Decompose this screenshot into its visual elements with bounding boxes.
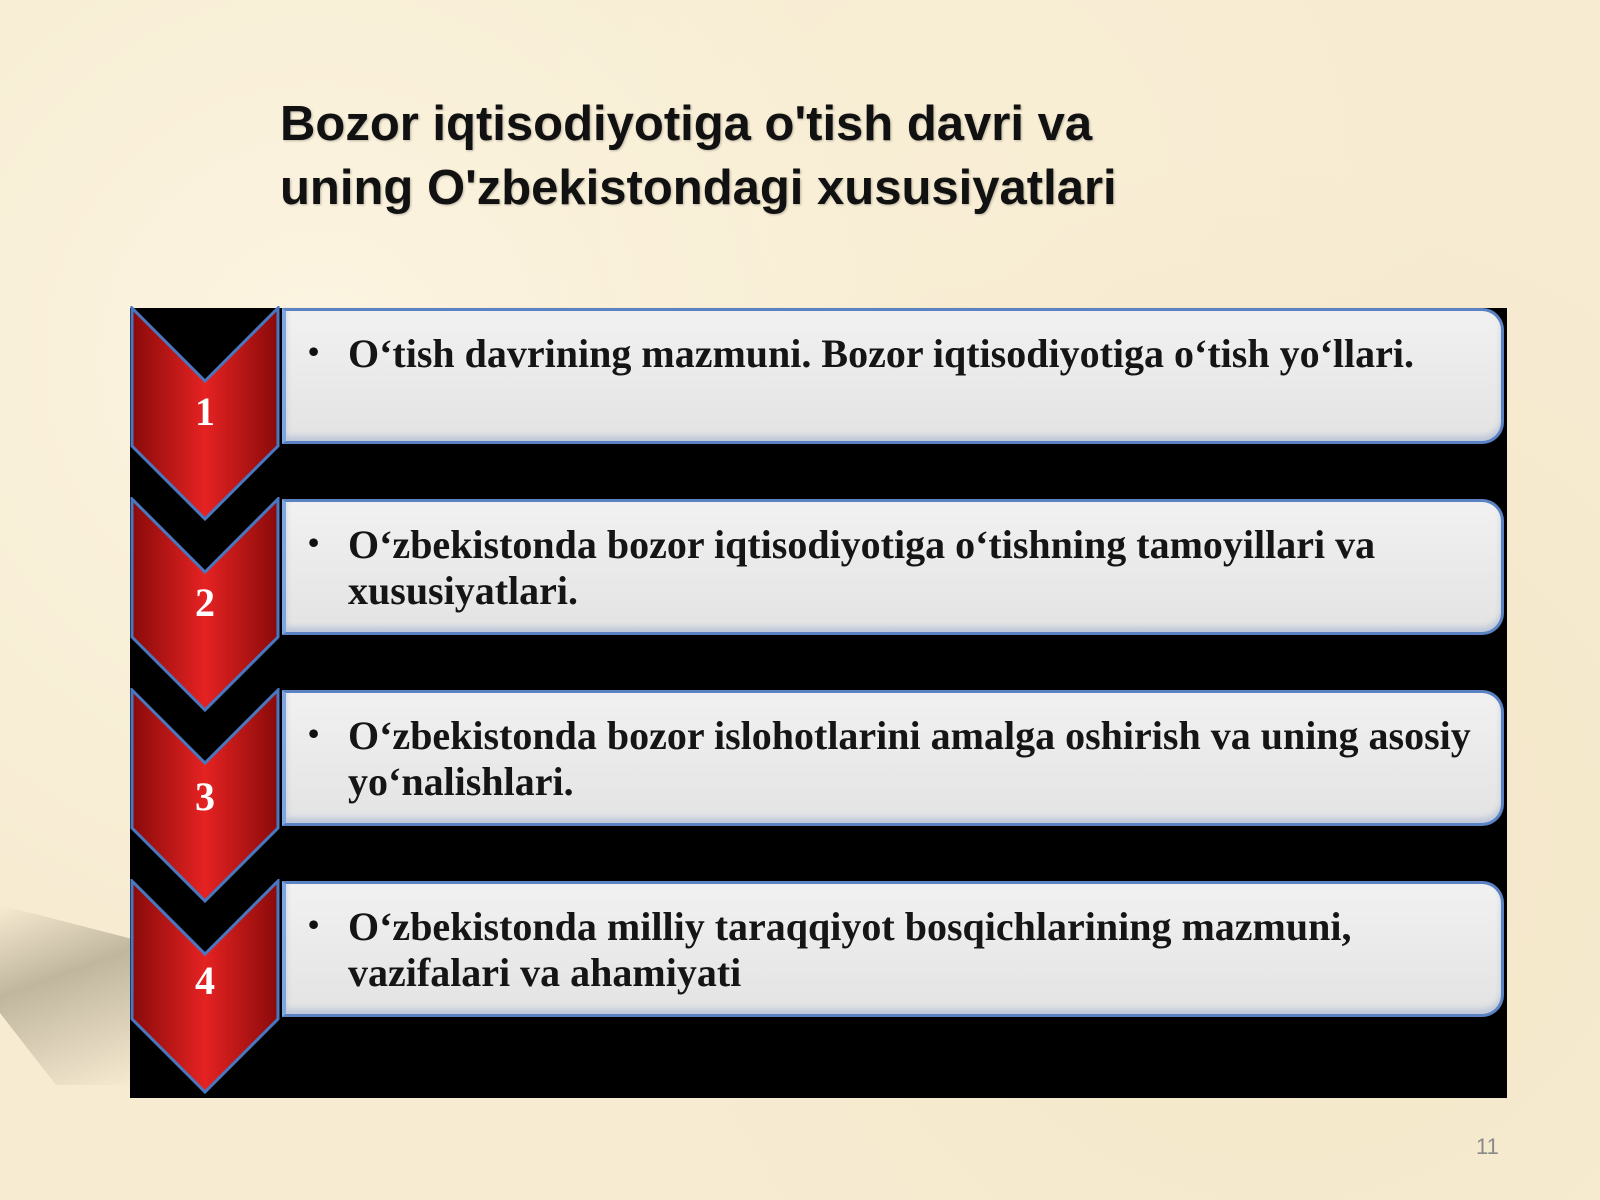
list-item bbox=[130, 497, 1510, 712]
item-text: O‘zbekistonda bozor islohotlarini amalga oshirish va uning asosiy yo‘nalishlari. bbox=[348, 713, 1471, 804]
item-number: 4 bbox=[195, 958, 215, 1003]
title-line-1: Bozor iqtisodiyotiga o'tish davri va bbox=[280, 97, 1093, 151]
slide-shadow bbox=[0, 905, 140, 1085]
item-box bbox=[282, 881, 1504, 1017]
list-item bbox=[130, 306, 1510, 521]
item-number: 3 bbox=[195, 774, 215, 819]
item-number: 2 bbox=[195, 580, 215, 625]
item-text: O‘zbekistonda bozor iqtisodiyotiga o‘tishning tamoyillari va xususiyatlari. bbox=[348, 522, 1376, 613]
item-text: O‘tish davrining mazmuni. Bozor iqtisodiyotiga o‘tish yo‘llari. bbox=[348, 331, 1414, 376]
list-item bbox=[130, 688, 1510, 903]
bullet-icon: • bbox=[308, 715, 320, 751]
page-number: 11 bbox=[1476, 1134, 1499, 1159]
item-box bbox=[282, 499, 1504, 635]
item-box bbox=[282, 308, 1504, 444]
bullet-icon: • bbox=[308, 906, 320, 942]
slide-title bbox=[280, 92, 1280, 220]
bullet-icon: • bbox=[308, 333, 320, 369]
item-box bbox=[282, 690, 1504, 826]
item-text: O‘zbekistonda milliy taraqqiyot bosqichlarining mazmuni, vazifalari va ahamiyati bbox=[348, 904, 1352, 995]
bullet-icon: • bbox=[308, 524, 320, 560]
title-line-2: uning O'zbekistondagi xususiyatlari bbox=[280, 161, 1117, 215]
list-item bbox=[130, 879, 1510, 1094]
item-number: 1 bbox=[195, 389, 215, 434]
